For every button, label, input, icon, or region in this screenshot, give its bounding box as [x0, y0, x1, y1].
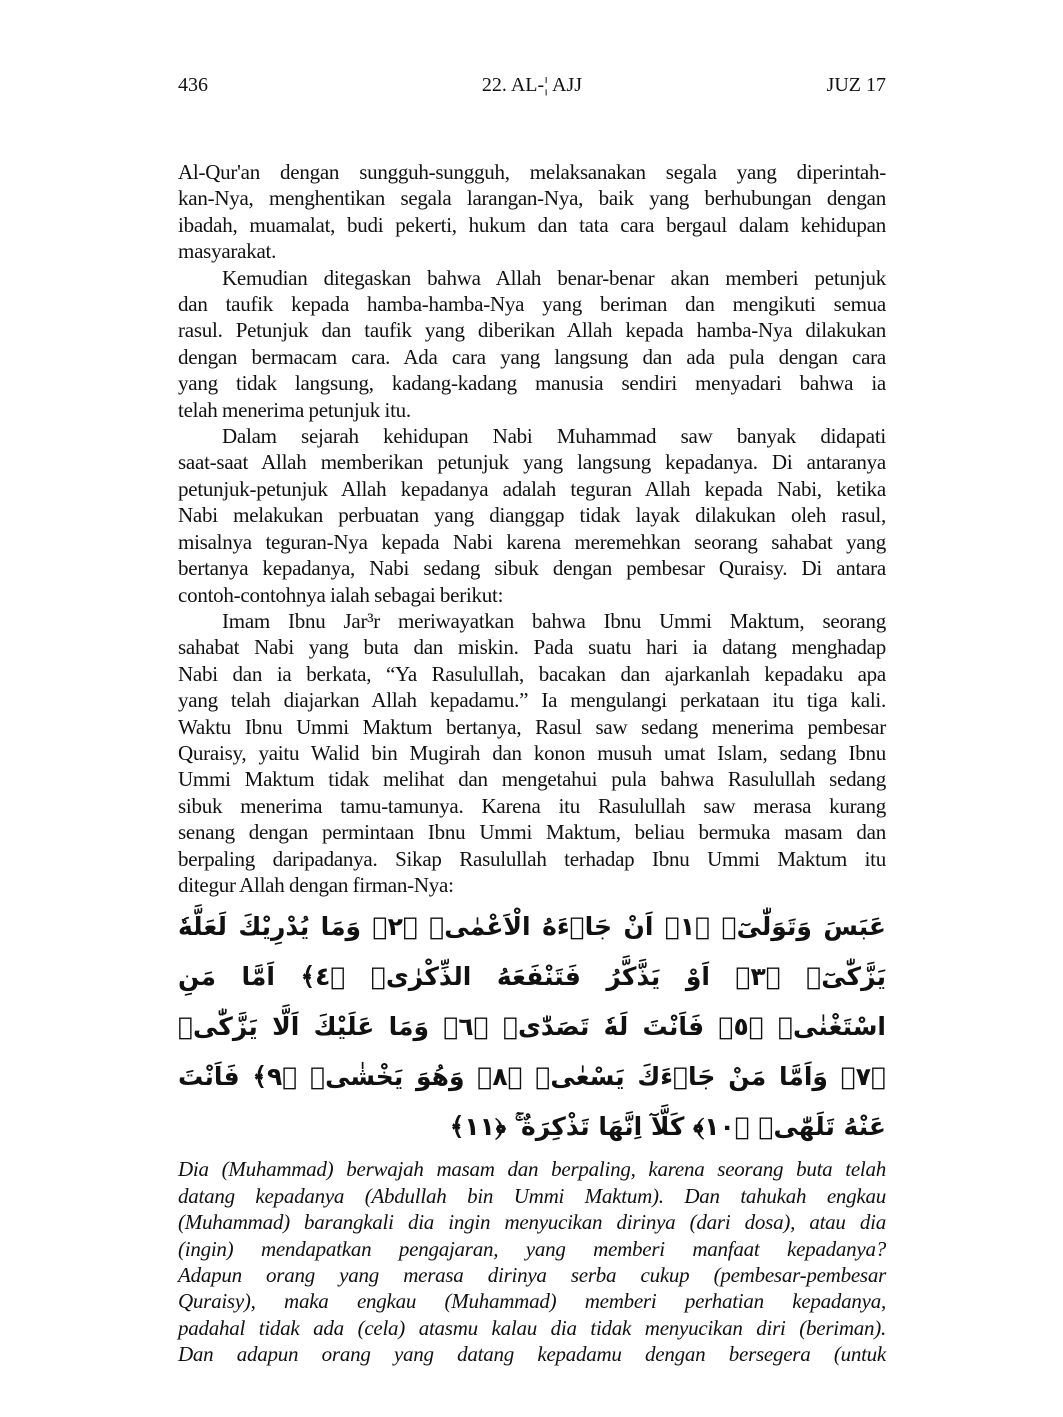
text-line: yang telah diajarkan Allah kepadamu.” Ia mengulangi perkataan itu tiga kali.: [178, 688, 886, 713]
text-line: ditegur Allah dengan firman-Nya:: [178, 872, 454, 897]
text-line: dan taufik kepada hamba-hamba-Nya yang beriman dan mengikuti semua: [178, 292, 886, 317]
translation-line: padahal tidak ada (cela) atasmu kalau dia tidak menyucikan diri (beriman).: [178, 1315, 886, 1340]
text-line: masyarakat.: [178, 239, 277, 264]
text-line: dengan bermacam cara. Ada cara yang langsung dan ada pula dengan cara: [178, 344, 886, 369]
translation-line: Dan adapun orang yang datang kepadamu dengan bersegera (untuk: [178, 1342, 886, 1367]
quran-verses-arabic: [178, 902, 886, 1152]
text-line: Dalam sejarah kehidupan Nabi Muhammad saw banyak didapati: [222, 424, 886, 449]
text-line: Al-Qur'an dengan sungguh-sungguh, melaksanakan segala yang diperintah-: [178, 160, 886, 184]
translation-line: Dia (Muhammad) berwajah masam dan berpaling, karena seorang buta telah: [178, 1157, 886, 1182]
text-line: sahabat Nabi yang buta dan miskin. Pada suatu hari ia datang menghadap: [178, 635, 886, 660]
text-line: yang tidak langsung, kadang-kadang manusia sendiri menyadari bahwa ia: [178, 371, 886, 396]
paragraph: [178, 265, 886, 423]
text-line: misalnya teguran-Nya kepada Nabi karena meremehkan seorang sahabat yang: [178, 529, 886, 554]
arabic-verse-line: اسْتَغْنٰىۙ ﴿٥﴾ فَاَنْتَ لَهٗ تَصَدّٰىۗ ﴿٦﴾ وَمَا عَلَيْكَ اَلَّا يَزَّكّٰىۗ ﴿٧﴾ وَاَمَّا مَنْ جَاۤءَكَ يَسْعٰىۙ ﴿٨﴾ وَهُوَ يَخْشٰىۙ ﴿٩﴾ فَاَنْتَ: [178, 1012, 887, 1092]
page-body: [178, 159, 886, 1368]
paragraph: [178, 159, 886, 265]
paragraph: [178, 423, 886, 608]
text-line: senang dengan permintaan Ibnu Ummi Maktum, beliau bermuka masam dan: [178, 820, 886, 845]
arabic-verse-line: عَنْهُ تَلَهّٰىۚ ﴿١٠﴾ كَلَّآ اِنَّهَا تَذْكِرَةٌ ۚ ﴿١١﴾: [449, 1112, 886, 1142]
text-line: telah menerima petunjuk itu.: [178, 397, 411, 422]
translation-line: (Muhammad) barangkali dia ingin menyucikan dirinya (dari dosa), atau dia: [178, 1210, 886, 1235]
translation-line: datang kepadanya (Abdullah bin Ummi Maktum). Dan tahukah engkau: [178, 1183, 886, 1208]
text-line: saat-saat Allah memberikan petunjuk yang langsung kepadanya. Di antaranya: [178, 450, 886, 475]
text-line: berpaling daripadanya. Sikap Rasulullah terhadap Ibnu Ummi Maktum itu: [178, 846, 886, 871]
juz-label: JUZ 17: [826, 74, 886, 96]
verse-translation: [178, 1156, 886, 1367]
text-line: kan-Nya, menghentikan segala larangan-Nya, baik yang berhubungan dengan: [178, 186, 886, 211]
text-line: Ummi Maktum tidak melihat dan mengetahui pula bahwa Rasulullah sedang: [178, 767, 886, 792]
text-line: sibuk menerima tamu-tamunya. Karena itu Rasulullah saw merasa kurang: [178, 793, 886, 818]
text-line: Waktu Ibnu Ummi Maktum bertanya, Rasul saw sedang menerima pembesar: [178, 714, 886, 739]
translation-line: (ingin) mendapatkan pengajaran, yang memberi manfaat kepadanya?: [178, 1236, 886, 1261]
paragraph: [178, 608, 886, 898]
text-line: Nabi melakukan perbuatan yang dianggap tidak layak dilakukan oleh rasul,: [178, 503, 886, 528]
text-line: bertanya kepadanya, Nabi sedang sibuk dengan pembesar Quraisy. Di antara: [178, 556, 886, 581]
commentary-text: [178, 159, 886, 898]
page-header: [178, 74, 886, 102]
arabic-verse-line: عَبَسَ وَتَوَلّٰىٓۙ ﴿١﴾ اَنْ جَاۤءَهُ الْاَعْمٰىۗ ﴿٢﴾ وَمَا يُدْرِيْكَ لَعَلَّهٗ يَزَّكّٰىٓۙ ﴿٣﴾ اَوْ يَذَّكَّرُ فَتَنْفَعَهُ الذِّكْرٰىۗ ﴿٤﴾ اَمَّا مَنِ: [178, 912, 887, 992]
text-line: rasul. Petunjuk dan taufik yang diberikan Allah kepada hamba-Nya dilakukan: [178, 318, 886, 343]
text-line: ibadah, muamalat, budi pekerti, hukum dan tata cara bergaul dalam kehidupan: [178, 212, 886, 237]
text-line: Imam Ibnu Jar³r meriwayatkan bahwa Ibnu Ummi Maktum, seorang: [222, 608, 886, 633]
text-line: Nabi dan ia berkata, “Ya Rasulullah, bacakan dan ajarkanlah kepadaku apa: [178, 661, 886, 686]
surah-title: 22. AL-¦ AJJ: [481, 74, 583, 96]
text-line: Kemudian ditegaskan bahwa Allah benar-benar akan memberi petunjuk: [222, 265, 886, 290]
translation-line: Quraisy), maka engkau (Muhammad) memberi perhatian kepadanya,: [178, 1289, 886, 1314]
text-line: petunjuk-petunjuk Allah kepadanya adalah teguran Allah kepada Nabi, ketika: [178, 476, 886, 501]
page-number: 436: [178, 74, 208, 96]
text-line: contoh-contohnya ialah sebagai berikut:: [178, 582, 504, 607]
text-line: Quraisy, yaitu Walid bin Mugirah dan konon musuh umat Islam, sedang Ibnu: [178, 740, 886, 765]
translation-line: Adapun orang yang merasa dirinya serba cukup (pembesar-pembesar: [178, 1263, 886, 1287]
